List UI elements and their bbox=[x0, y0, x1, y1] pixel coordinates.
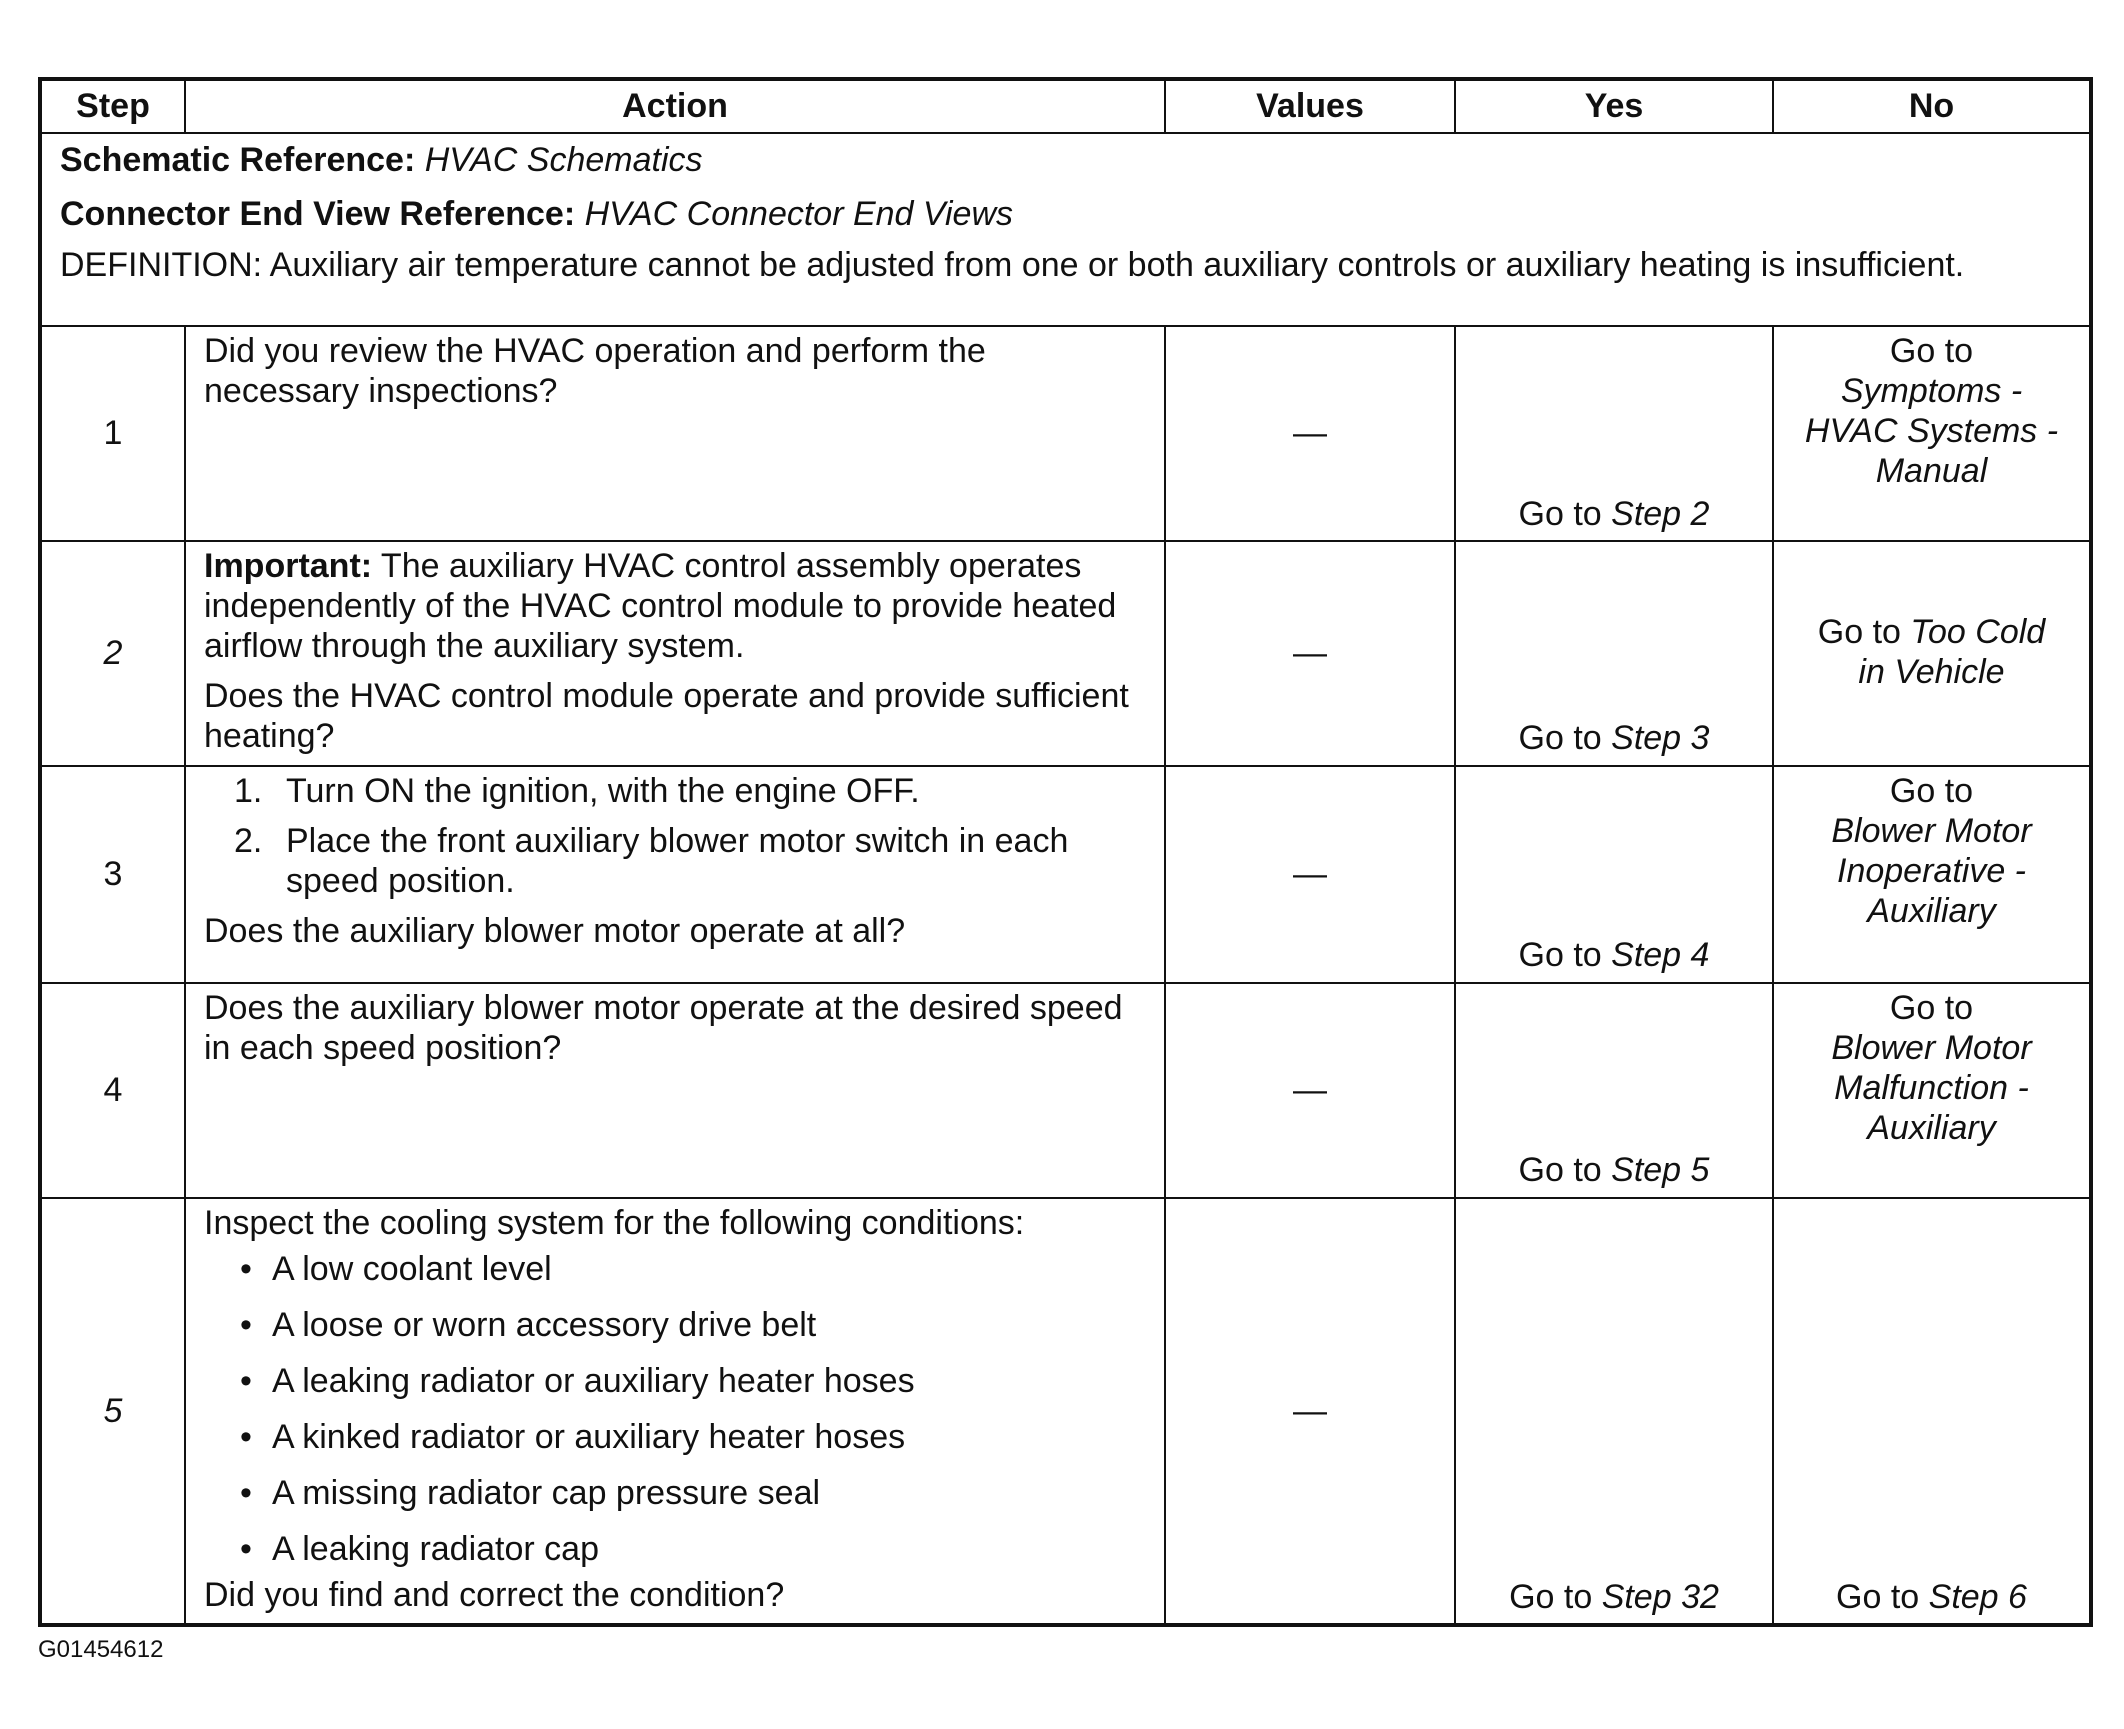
no-link-line[interactable]: Manual bbox=[1875, 452, 1988, 491]
no-link-line[interactable]: Blower Motor bbox=[1831, 1028, 2032, 1067]
bullet: • bbox=[240, 1249, 252, 1288]
bullet: • bbox=[240, 1417, 252, 1456]
header-action: Action bbox=[185, 79, 1165, 133]
no-link-line[interactable]: Inoperative - bbox=[1837, 851, 2026, 890]
table-row bbox=[40, 326, 2091, 541]
list-item bbox=[204, 1249, 1148, 1289]
yes-step-link[interactable]: Step 2 bbox=[1611, 494, 1710, 533]
step-number: 2 bbox=[40, 541, 185, 766]
yes-step-link[interactable]: Step 32 bbox=[1601, 1578, 1719, 1617]
values-cell: — bbox=[1165, 1198, 1455, 1626]
no-link-line[interactable]: Blower Motor bbox=[1831, 811, 2032, 850]
no-prefix: Go to bbox=[1889, 771, 1974, 810]
no-cell bbox=[1773, 766, 2091, 983]
bullet: • bbox=[240, 1530, 252, 1569]
procedure-list bbox=[204, 771, 1148, 901]
yes-prefix: Go to bbox=[1518, 494, 1612, 533]
action-question: Did you find and correct the condition? bbox=[204, 1576, 785, 1615]
no-prefix: Go to bbox=[1889, 332, 1974, 370]
table-row bbox=[40, 983, 2091, 1198]
yes-prefix: Go to bbox=[1509, 1578, 1602, 1617]
condition-list bbox=[204, 1249, 1148, 1570]
no-step-link[interactable]: Step 6 bbox=[1928, 1578, 2027, 1617]
list-item bbox=[204, 1305, 1148, 1345]
important-label: Important: bbox=[204, 547, 373, 585]
header-step: Step bbox=[40, 79, 185, 133]
no-link-line[interactable]: Malfunction - bbox=[1834, 1068, 2029, 1107]
schematic-reference bbox=[60, 140, 2071, 180]
reference-cell bbox=[40, 133, 2091, 326]
no-link-line[interactable]: Symptoms - bbox=[1840, 372, 2023, 411]
connector-reference-link[interactable]: HVAC Connector End Views bbox=[584, 195, 1013, 234]
action-question: Does the HVAC control module operate and provide sufficient heating? bbox=[204, 677, 1129, 756]
yes-cell bbox=[1455, 766, 1773, 983]
definition-text: DEFINITION: Auxiliary air temperature cannot be adjusted from one or both auxiliary controls or auxiliary heating is insufficient. bbox=[60, 246, 1965, 285]
no-prefix: Go to bbox=[1836, 1578, 1929, 1617]
no-prefix: Go to bbox=[1889, 988, 1974, 1027]
list-item bbox=[204, 771, 1148, 811]
yes-step-link[interactable]: Step 4 bbox=[1611, 936, 1710, 975]
yes-prefix: Go to bbox=[1518, 936, 1612, 975]
list-item-text: A leaking radiator or auxiliary heater hoses bbox=[272, 1361, 915, 1400]
no-cell bbox=[1773, 983, 2091, 1198]
list-item bbox=[204, 1473, 1148, 1513]
action-cell bbox=[185, 766, 1165, 983]
connector-reference bbox=[60, 194, 2071, 234]
step-number: 1 bbox=[40, 326, 185, 541]
action-cell: Did you review the HVAC operation and perform the necessary inspections? bbox=[185, 326, 1165, 541]
step-number: 3 bbox=[40, 766, 185, 983]
yes-step-link[interactable]: Step 3 bbox=[1611, 719, 1710, 758]
header-values: Values bbox=[1165, 79, 1455, 133]
values-cell: — bbox=[1165, 983, 1455, 1198]
yes-prefix: Go to bbox=[1518, 1151, 1612, 1190]
reference-row bbox=[40, 133, 2091, 326]
list-item bbox=[204, 821, 1148, 901]
list-item-text: Turn ON the ignition, with the engine OFF. bbox=[286, 771, 920, 810]
bullet: • bbox=[240, 1305, 252, 1344]
important-note bbox=[204, 546, 1148, 666]
list-item bbox=[204, 1529, 1148, 1569]
no-cell bbox=[1773, 1198, 2091, 1626]
list-item bbox=[204, 1361, 1148, 1401]
schematic-reference-label: Schematic Reference: bbox=[60, 141, 416, 179]
important-text: The auxiliary HVAC control assembly operates independently of the HVAC control module to provide heated airflow through the auxiliary system. bbox=[204, 547, 1117, 666]
list-number: 1. bbox=[234, 771, 263, 810]
yes-cell bbox=[1455, 326, 1773, 541]
list-item-text: A low coolant level bbox=[272, 1249, 552, 1288]
table-row bbox=[40, 1198, 2091, 1626]
no-cell bbox=[1773, 326, 2091, 541]
bullet: • bbox=[240, 1474, 252, 1513]
table-row bbox=[40, 766, 2091, 983]
action-intro: Inspect the cooling system for the following conditions: bbox=[204, 1203, 1025, 1242]
header-no: No bbox=[1773, 79, 2091, 133]
yes-cell bbox=[1455, 983, 1773, 1198]
list-item bbox=[204, 1417, 1148, 1457]
list-item-text: A kinked radiator or auxiliary heater hoses bbox=[272, 1417, 906, 1456]
diagnostic-table bbox=[38, 77, 2093, 1627]
no-prefix: Go to bbox=[1817, 613, 1911, 652]
bullet: • bbox=[240, 1361, 252, 1400]
list-number: 2. bbox=[234, 821, 263, 860]
no-line bbox=[1780, 612, 2083, 652]
values-cell: — bbox=[1165, 766, 1455, 983]
values-cell: — bbox=[1165, 326, 1455, 541]
list-item-text: Place the front auxiliary blower motor switch in each speed position. bbox=[286, 821, 1069, 900]
header-yes: Yes bbox=[1455, 79, 1773, 133]
yes-step-link[interactable]: Step 5 bbox=[1611, 1151, 1710, 1190]
yes-prefix: Go to bbox=[1518, 719, 1612, 758]
no-link-line[interactable]: in Vehicle bbox=[1858, 653, 2005, 692]
yes-cell bbox=[1455, 541, 1773, 766]
list-item-text: A leaking radiator cap bbox=[272, 1530, 599, 1569]
values-cell: — bbox=[1165, 541, 1455, 766]
no-link-line[interactable]: Auxiliary bbox=[1867, 891, 1996, 930]
step-number: 4 bbox=[40, 983, 185, 1198]
list-item-text: A loose or worn accessory drive belt bbox=[272, 1305, 817, 1344]
yes-cell bbox=[1455, 1198, 1773, 1626]
no-cell bbox=[1773, 541, 2091, 766]
action-question: Does the auxiliary blower motor operate at all? bbox=[204, 911, 906, 950]
action-cell bbox=[185, 541, 1165, 766]
header-row bbox=[40, 79, 2091, 133]
list-item-text: A missing radiator cap pressure seal bbox=[272, 1474, 821, 1513]
no-link[interactable]: Too Cold bbox=[1910, 613, 2046, 652]
schematic-reference-link[interactable]: HVAC Schematics bbox=[424, 141, 703, 179]
action-cell bbox=[185, 1198, 1165, 1626]
no-link-line[interactable]: HVAC Systems - bbox=[1804, 412, 2059, 451]
step-number: 5 bbox=[40, 1198, 185, 1626]
no-link-line[interactable]: Auxiliary bbox=[1867, 1108, 1996, 1147]
figure-id: G01454612 bbox=[38, 1636, 164, 1663]
action-cell: Does the auxiliary blower motor operate at the desired speed in each speed position? bbox=[185, 983, 1165, 1198]
connector-reference-label: Connector End View Reference: bbox=[60, 195, 576, 234]
table-row bbox=[40, 541, 2091, 766]
